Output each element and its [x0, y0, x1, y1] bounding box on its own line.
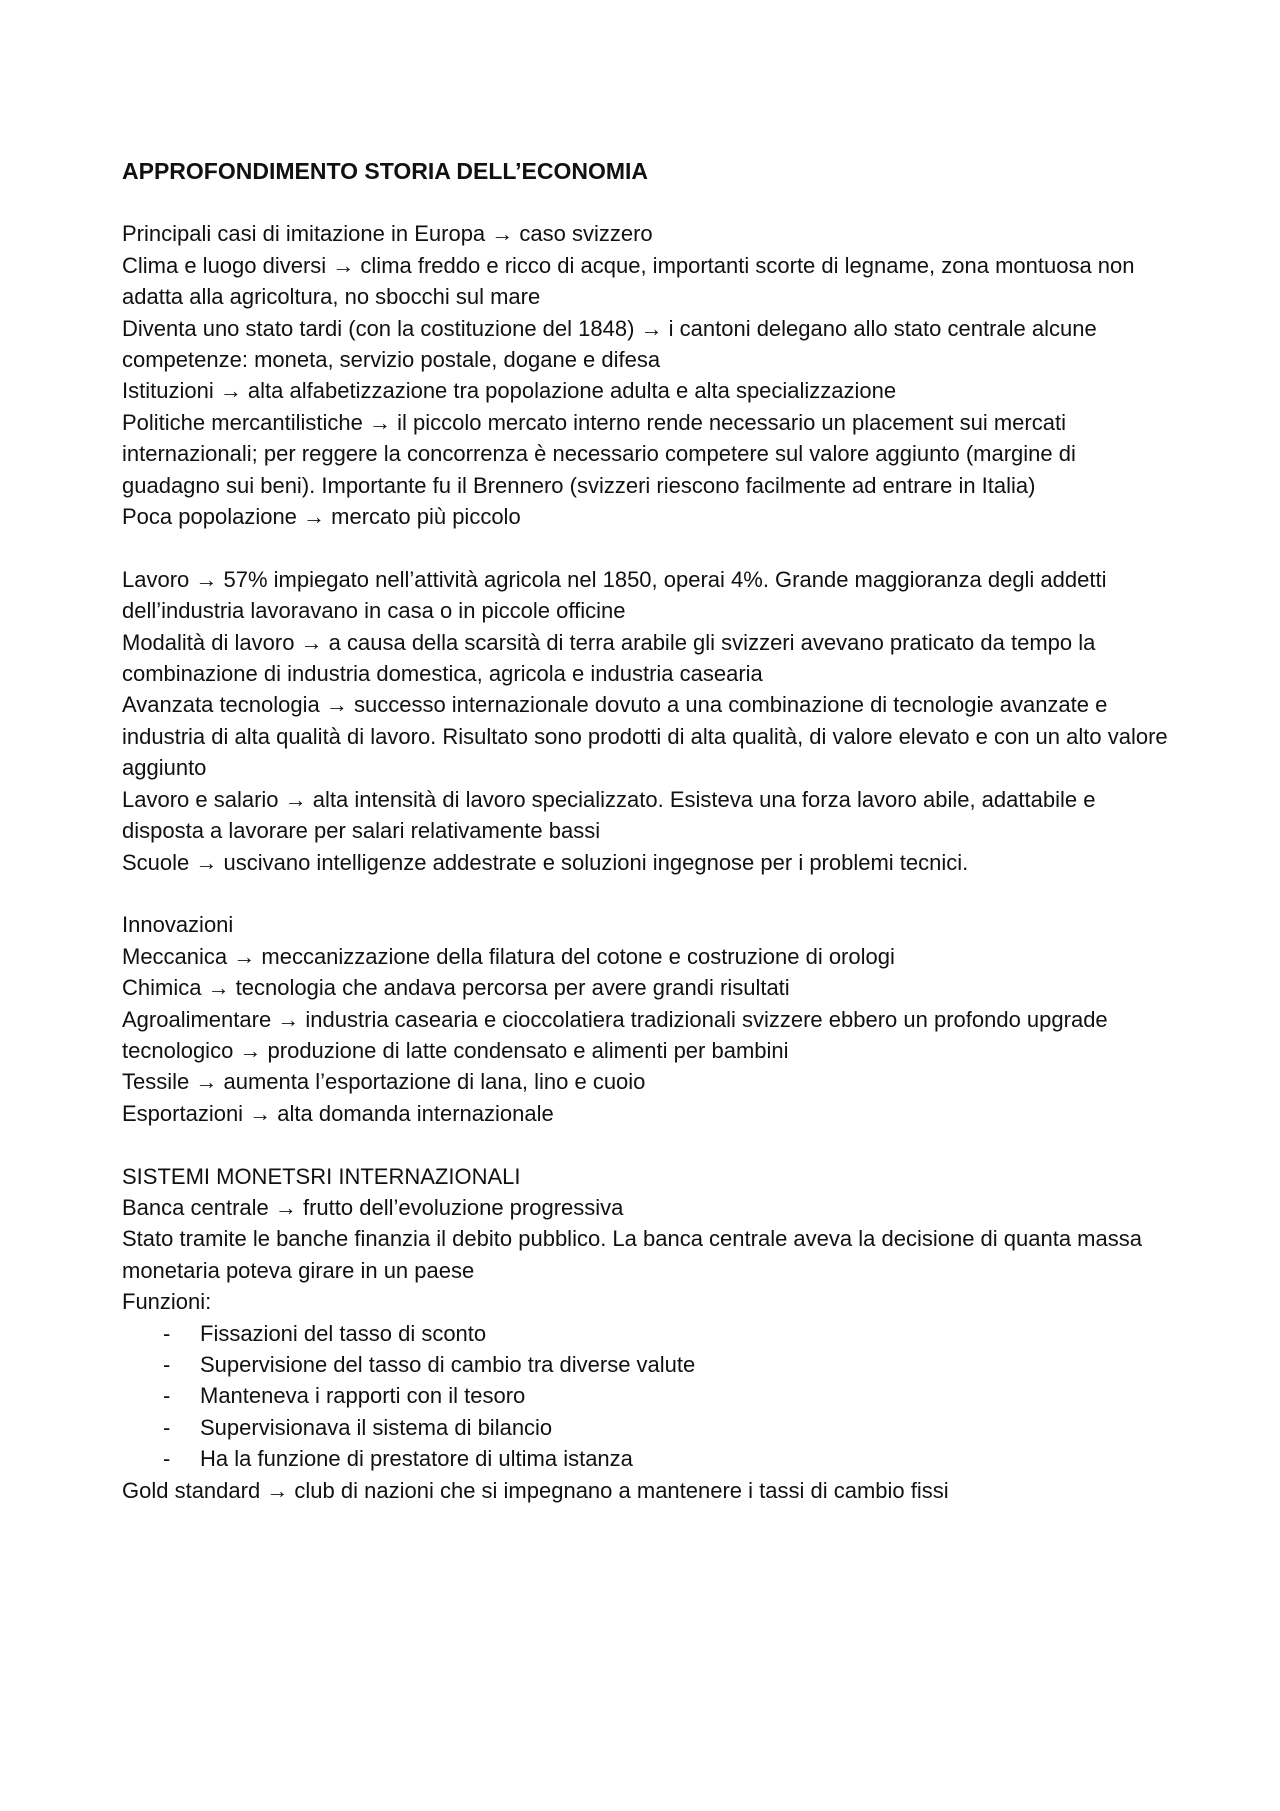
bullet-marker: -	[163, 1320, 171, 1346]
blank-line	[122, 1129, 1172, 1160]
paragraph: Meccanica → meccanizzazione della filatura del cotone e costruzione di orologi	[122, 943, 895, 969]
paragraph: Esportazioni → alta domanda internazionale	[122, 1100, 554, 1126]
paragraph: Scuole → uscivano intelligenze addestrate e soluzioni ingegnose per i problemi tecnici.	[122, 849, 969, 875]
list-item-text: Supervisione del tasso di cambio tra diverse valute	[200, 1351, 696, 1377]
list-item	[122, 1318, 1172, 1349]
bullet-marker: -	[163, 1383, 171, 1409]
paragraph: Politiche mercantilistiche → il piccolo mercato interno rende necessario un placement sui mercati internazionali; per reggere la concorrenza è necessario competere sul valore aggiunto (margine di guadagno sui beni). Importante fu il Brennero (svizzeri riescono facilmente ad entrare in Italia)	[122, 409, 1076, 498]
paragraph: Lavoro → 57% impiegato nell’attività agricola nel 1850, operai 4%. Grande maggioranza degli addetti dell’industria lavoravano in casa o in piccole officine	[122, 566, 1107, 624]
section-heading: SISTEMI MONETSRI INTERNAZIONALI	[122, 1163, 521, 1189]
paragraph: Clima e luogo diversi → clima freddo e ricco di acque, importanti scorte di legname, zona montuosa non adatta alla agricoltura, no sbocchi sul mare	[122, 252, 1135, 310]
paragraph: Avanzata tecnologia → successo internazionale dovuto a una combinazione di tecnologie avanzate e industria di alta qualità di lavoro. Risultato sono prodotti di alta qualità, di valore elevato e con un alto valore aggiunto	[122, 692, 1168, 781]
paragraph: Tessile → aumenta l’esportazione di lana, lino e cuoio	[122, 1069, 646, 1095]
paragraph: Istituzioni → alta alfabetizzazione tra popolazione adulta e alta specializzazione	[122, 378, 897, 404]
bullet-marker: -	[163, 1446, 171, 1472]
list-item-text: Ha la funzione di prestatore di ultima istanza	[200, 1446, 633, 1472]
paragraph: Agroalimentare → industria casearia e cioccolatiera tradizionali svizzere ebbero un profondo upgrade tecnologico → produzione di latte condensato e alimenti per bambini	[122, 1006, 1108, 1063]
paragraph: Principali casi di imitazione in Europa → caso svizzero	[122, 221, 653, 247]
list-item-text: Manteneva i rapporti con il tesoro	[200, 1383, 526, 1409]
list-item	[122, 1412, 1172, 1443]
paragraph: Modalità di lavoro → a causa della scarsità di terra arabile gli svizzeri avevano praticato da tempo la combinazione di industria domestica, agricola e industria casearia	[122, 629, 1096, 687]
paragraph: Gold standard → club di nazioni che si impegnano a mantenere i tassi di cambio fissi	[122, 1477, 949, 1503]
paragraph: Diventa uno stato tardi (con la costituzione del 1848) → i cantoni delegano allo stato centrale alcune competenze: moneta, servizio postale, dogane e difesa	[122, 315, 1097, 373]
paragraph: Chimica → tecnologia che andava percorsa per avere grandi risultati	[122, 975, 790, 1001]
section-innovations	[122, 909, 1172, 1129]
list-item-text: Fissazioni del tasso di sconto	[200, 1320, 487, 1346]
paragraph: Innovazioni	[122, 912, 234, 938]
blank-line	[122, 878, 1172, 909]
list-item-text: Supervisionava il sistema di bilancio	[200, 1414, 553, 1440]
list-item	[122, 1380, 1172, 1411]
section-work	[122, 564, 1172, 878]
paragraph: Banca centrale → frutto dell’evoluzione progressiva	[122, 1194, 624, 1220]
document-page	[122, 156, 1172, 1506]
bullet-marker: -	[163, 1351, 171, 1377]
blank-line	[122, 532, 1172, 563]
functions-list	[122, 1318, 1172, 1475]
section-monetary-systems	[122, 1161, 1172, 1506]
list-item	[122, 1349, 1172, 1380]
paragraph: Lavoro e salario → alta intensità di lavoro specializzato. Esisteva una forza lavoro abile, adattabile e disposta a lavorare per salari relativamente bassi	[122, 786, 1096, 844]
paragraph: Funzioni:	[122, 1289, 212, 1315]
paragraph: Stato tramite le banche finanzia il debito pubblico. La banca centrale aveva la decisione di quanta massa monetaria poteva girare in un paese	[122, 1226, 1142, 1283]
paragraph: Poca popolazione → mercato più piccolo	[122, 504, 521, 530]
document-title: APPROFONDIMENTO STORIA DELL’ECONOMIA	[122, 158, 649, 184]
section-swiss-case	[122, 218, 1172, 532]
list-item	[122, 1443, 1172, 1474]
bullet-marker: -	[163, 1414, 171, 1440]
